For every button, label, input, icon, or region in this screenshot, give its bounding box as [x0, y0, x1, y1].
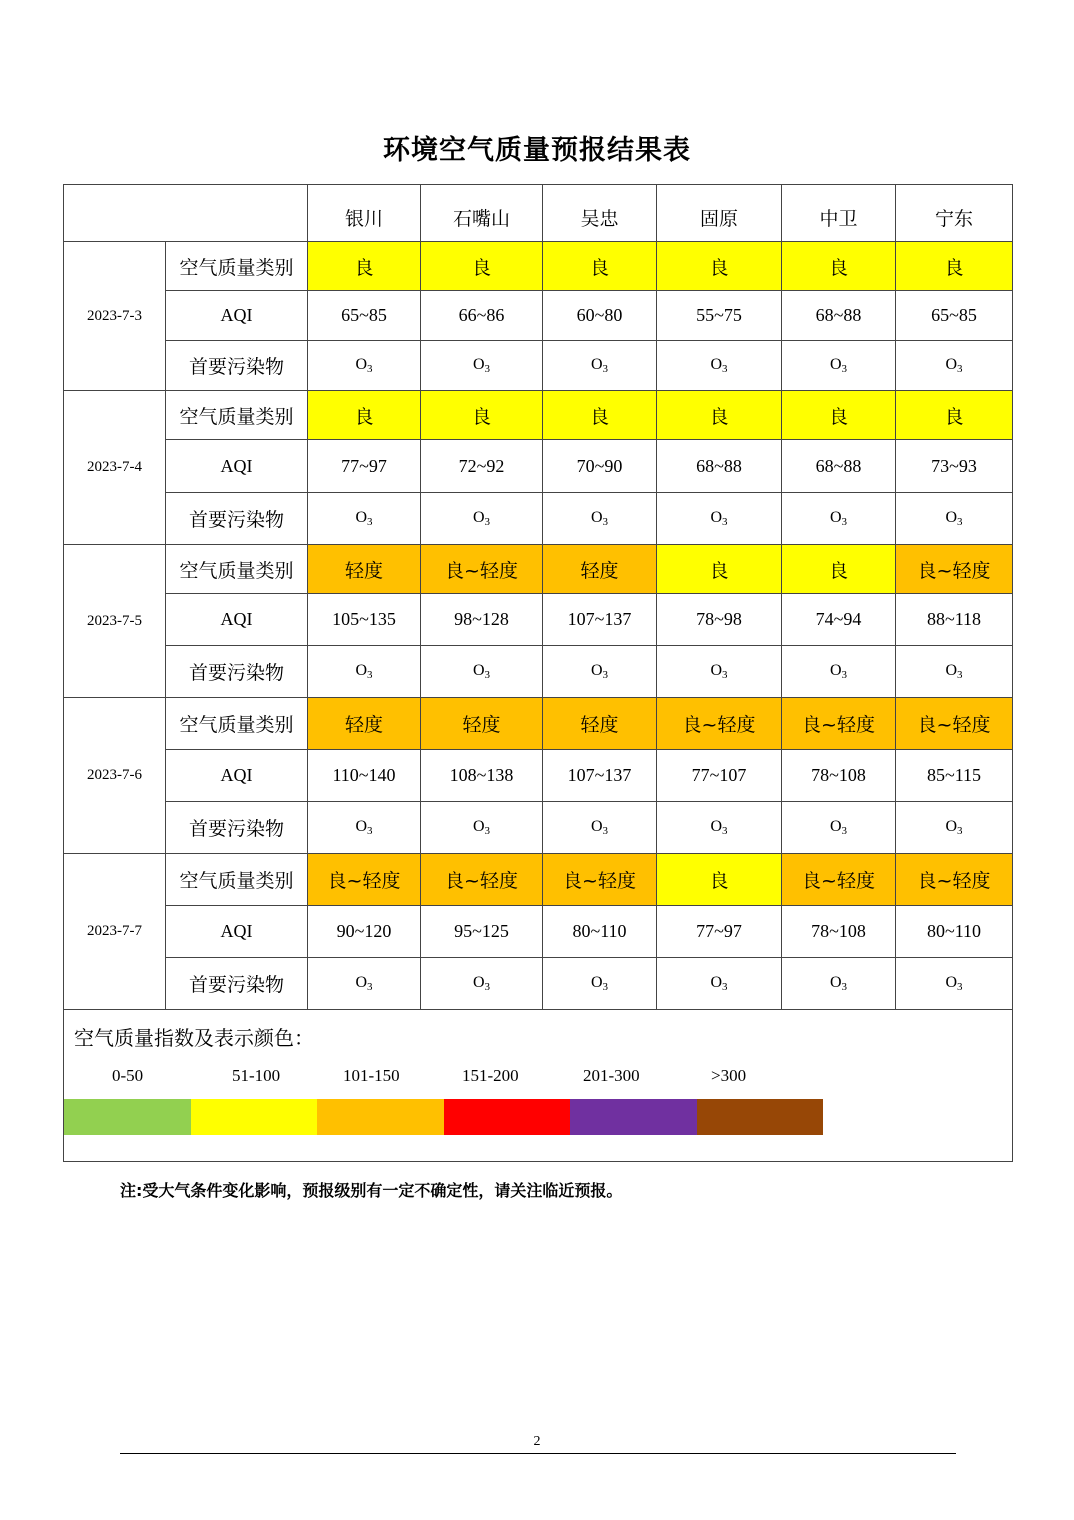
- aqi-cell: 68~88: [782, 291, 896, 341]
- aqi-cell: 107~137: [543, 750, 657, 802]
- pollutant-cell: [308, 958, 421, 1010]
- pollutant-cell: [782, 646, 896, 698]
- pollutant-cell: [543, 646, 657, 698]
- pollutant-symbol: O: [829, 818, 842, 835]
- pollutant-cell: [896, 958, 1013, 1010]
- city-header: 宁东: [896, 185, 1013, 242]
- pollutant-subscript: 3: [484, 516, 491, 528]
- row-label-aqi: AQI: [166, 594, 308, 646]
- category-cell: 良: [657, 391, 782, 440]
- legend-range-label: >300: [711, 1066, 747, 1085]
- pollutant-subscript: 3: [841, 825, 848, 837]
- pollutant-symbol: O: [945, 356, 958, 373]
- category-cell: 良~轻度: [421, 545, 543, 594]
- legend-color-swatch: [570, 1099, 697, 1135]
- pollutant-cell: [896, 341, 1013, 391]
- pollutant-symbol: O: [472, 509, 485, 526]
- row-label-category: 空气质量类别: [166, 391, 308, 440]
- category-cell: 良: [421, 391, 543, 440]
- pollutant-cell: [782, 341, 896, 391]
- pollutant-subscript: 3: [484, 825, 491, 837]
- legend-range-label: 0-50: [112, 1066, 144, 1085]
- aqi-cell: 65~85: [308, 291, 421, 341]
- pollutant-cell: [782, 493, 896, 545]
- aqi-cell: 70~90: [543, 440, 657, 493]
- pollutant-subscript: 3: [841, 669, 848, 681]
- pollutant-cell: [308, 341, 421, 391]
- pollutant-subscript: 3: [484, 981, 491, 993]
- pollutant-symbol: O: [945, 818, 958, 835]
- pollutant-cell: [657, 341, 782, 391]
- category-cell: 良~轻度: [308, 854, 421, 906]
- row-label-pollutant: 首要污染物: [166, 802, 308, 854]
- pollutant-subscript: 3: [957, 825, 963, 837]
- city-header: 银川: [308, 185, 421, 242]
- category-cell: 良: [308, 391, 421, 440]
- aqi-row: [64, 594, 1013, 646]
- pollutant-symbol: O: [829, 974, 842, 991]
- category-cell: 良: [657, 545, 782, 594]
- aqi-cell: 55~75: [657, 291, 782, 341]
- forecast-note: 注:受大气条件变化影响，预报级别有一定不确定性，请关注临近预报。: [120, 1181, 623, 1200]
- pollutant-cell: [308, 646, 421, 698]
- pollutant-subscript: 3: [957, 669, 963, 681]
- aqi-cell: 77~97: [657, 906, 782, 958]
- city-header: 固原: [657, 185, 782, 242]
- aqi-cell: 110~140: [308, 750, 421, 802]
- category-cell: 良~轻度: [782, 854, 896, 906]
- pollutant-cell: [308, 802, 421, 854]
- aqi-cell: 68~88: [657, 440, 782, 493]
- pollutant-symbol: O: [829, 662, 842, 679]
- table-body: [64, 185, 1013, 1162]
- pollutant-symbol: O: [590, 818, 603, 835]
- aqi-cell: 78~108: [782, 750, 896, 802]
- row-label-aqi: AQI: [166, 906, 308, 958]
- footer-rule: [120, 1453, 956, 1454]
- pollutant-cell: [896, 802, 1013, 854]
- aqi-cell: 73~93: [896, 440, 1013, 493]
- pollutant-subscript: 3: [722, 825, 728, 837]
- pollutant-row: [64, 493, 1013, 545]
- category-cell: 良: [308, 242, 421, 291]
- aqi-cell: 78~98: [657, 594, 782, 646]
- aqi-cell: 65~85: [896, 291, 1013, 341]
- pollutant-cell: [896, 646, 1013, 698]
- row-label-pollutant: 首要污染物: [166, 493, 308, 545]
- pollutant-row: [64, 646, 1013, 698]
- aqi-cell: 98~128: [421, 594, 543, 646]
- pollutant-subscript: 3: [484, 363, 491, 375]
- pollutant-subscript: 3: [722, 669, 728, 681]
- category-cell: 良: [543, 391, 657, 440]
- pollutant-symbol: O: [710, 974, 723, 991]
- category-cell: 良: [896, 242, 1013, 291]
- aqi-cell: 88~118: [896, 594, 1013, 646]
- category-row: [64, 391, 1013, 440]
- legend-title: 空气质量指数及表示颜色：: [74, 1026, 314, 1050]
- category-cell: 良: [421, 242, 543, 291]
- legend-range-label: 201-300: [583, 1066, 640, 1085]
- pollutant-cell: [543, 493, 657, 545]
- category-cell: 良~轻度: [543, 854, 657, 906]
- pollutant-symbol: O: [355, 662, 368, 679]
- category-cell: 良~轻度: [657, 698, 782, 750]
- category-cell: 轻度: [421, 698, 543, 750]
- category-cell: 良~轻度: [896, 854, 1013, 906]
- pollutant-subscript: 3: [367, 825, 373, 837]
- pollutant-cell: [543, 341, 657, 391]
- category-cell: 良: [782, 391, 896, 440]
- legend-color-swatch: [697, 1099, 824, 1135]
- pollutant-subscript: 3: [367, 516, 373, 528]
- aqi-cell: 80~110: [543, 906, 657, 958]
- pollutant-subscript: 3: [957, 363, 963, 375]
- pollutant-cell: [421, 958, 543, 1010]
- pollutant-symbol: O: [829, 356, 842, 373]
- pollutant-cell: [657, 958, 782, 1010]
- legend-range-label: 151-200: [462, 1066, 519, 1085]
- pollutant-cell: [421, 802, 543, 854]
- category-cell: 良~轻度: [421, 854, 543, 906]
- pollutant-symbol: O: [945, 974, 958, 991]
- date-cell: 2023-7-5: [64, 545, 166, 698]
- date-cell: 2023-7-3: [64, 242, 166, 391]
- pollutant-subscript: 3: [841, 516, 848, 528]
- pollutant-symbol: O: [710, 356, 723, 373]
- city-header: 石嘴山: [421, 185, 543, 242]
- pollutant-subscript: 3: [602, 825, 609, 837]
- pollutant-subscript: 3: [602, 363, 609, 375]
- category-cell: 轻度: [543, 698, 657, 750]
- row-label-aqi: AQI: [166, 291, 308, 341]
- legend-row: [64, 1010, 1013, 1162]
- row-label-aqi: AQI: [166, 440, 308, 493]
- aqi-cell: 78~108: [782, 906, 896, 958]
- category-cell: 良~轻度: [896, 698, 1013, 750]
- category-row: [64, 854, 1013, 906]
- category-row: [64, 242, 1013, 291]
- pollutant-subscript: 3: [722, 981, 728, 993]
- row-label-pollutant: 首要污染物: [166, 341, 308, 391]
- pollutant-subscript: 3: [367, 669, 373, 681]
- date-cell: 2023-7-4: [64, 391, 166, 545]
- pollutant-cell: [782, 802, 896, 854]
- pollutant-subscript: 3: [957, 981, 963, 993]
- pollutant-subscript: 3: [602, 516, 609, 528]
- pollutant-cell: [896, 493, 1013, 545]
- pollutant-subscript: 3: [602, 981, 609, 993]
- page-title: 环境空气质量预报结果表: [383, 135, 691, 166]
- legend-color-swatch: [191, 1099, 318, 1135]
- pollutant-symbol: O: [355, 509, 368, 526]
- pollutant-symbol: O: [710, 662, 723, 679]
- pollutant-row: [64, 802, 1013, 854]
- pollutant-row: [64, 958, 1013, 1010]
- pollutant-symbol: O: [945, 509, 958, 526]
- aqi-cell: 77~107: [657, 750, 782, 802]
- pollutant-symbol: O: [710, 509, 723, 526]
- pollutant-subscript: 3: [841, 363, 848, 375]
- pollutant-cell: [308, 493, 421, 545]
- legend-color-swatch: [64, 1099, 191, 1135]
- aqi-row: [64, 291, 1013, 341]
- pollutant-subscript: 3: [722, 516, 728, 528]
- pollutant-subscript: 3: [484, 669, 491, 681]
- pollutant-symbol: O: [590, 509, 603, 526]
- category-cell: 良~轻度: [782, 698, 896, 750]
- aqi-cell: 80~110: [896, 906, 1013, 958]
- aqi-cell: 68~88: [782, 440, 896, 493]
- city-header: 吴忠: [543, 185, 657, 242]
- category-cell: 轻度: [308, 545, 421, 594]
- pollutant-cell: [657, 802, 782, 854]
- category-row: [64, 545, 1013, 594]
- aqi-cell: 107~137: [543, 594, 657, 646]
- pollutant-cell: [421, 493, 543, 545]
- pollutant-symbol: O: [590, 662, 603, 679]
- legend-color-swatch: [317, 1099, 444, 1135]
- legend-cell: [64, 1010, 1013, 1162]
- pollutant-symbol: O: [472, 818, 485, 835]
- pollutant-row: [64, 341, 1013, 391]
- pollutant-subscript: 3: [722, 363, 728, 375]
- pollutant-symbol: O: [355, 356, 368, 373]
- category-cell: 良: [896, 391, 1013, 440]
- aqi-cell: 108~138: [421, 750, 543, 802]
- legend-range-label: 51-100: [232, 1066, 281, 1085]
- forecast-table: [63, 184, 1013, 1162]
- pollutant-cell: [543, 958, 657, 1010]
- category-cell: 良: [657, 854, 782, 906]
- pollutant-cell: [543, 802, 657, 854]
- aqi-cell: 72~92: [421, 440, 543, 493]
- category-cell: 良: [657, 242, 782, 291]
- pollutant-symbol: O: [590, 356, 603, 373]
- pollutant-cell: [782, 958, 896, 1010]
- aqi-cell: 77~97: [308, 440, 421, 493]
- row-label-aqi: AQI: [166, 750, 308, 802]
- pollutant-symbol: O: [472, 356, 485, 373]
- row-label-pollutant: 首要污染物: [166, 646, 308, 698]
- category-cell: 良: [782, 545, 896, 594]
- category-cell: 良: [782, 242, 896, 291]
- date-cell: 2023-7-7: [64, 854, 166, 1010]
- category-row: [64, 698, 1013, 750]
- pollutant-symbol: O: [945, 662, 958, 679]
- aqi-cell: 105~135: [308, 594, 421, 646]
- aqi-row: [64, 440, 1013, 493]
- aqi-cell: 60~80: [543, 291, 657, 341]
- pollutant-subscript: 3: [367, 981, 373, 993]
- pollutant-subscript: 3: [841, 981, 848, 993]
- pollutant-subscript: 3: [367, 363, 373, 375]
- aqi-row: [64, 906, 1013, 958]
- category-cell: 良~轻度: [896, 545, 1013, 594]
- header-row: [64, 185, 1013, 242]
- date-cell: 2023-7-6: [64, 698, 166, 854]
- legend-color-swatch: [444, 1099, 571, 1135]
- aqi-row: [64, 750, 1013, 802]
- pollutant-cell: [421, 341, 543, 391]
- corner-cell: [64, 185, 308, 242]
- page-number: 2: [533, 1434, 541, 1449]
- pollutant-symbol: O: [590, 974, 603, 991]
- pollutant-symbol: O: [829, 509, 842, 526]
- pollutant-cell: [657, 646, 782, 698]
- row-label-category: 空气质量类别: [166, 545, 308, 594]
- city-header: 中卫: [782, 185, 896, 242]
- category-cell: 良: [543, 242, 657, 291]
- row-label-category: 空气质量类别: [166, 854, 308, 906]
- row-label-pollutant: 首要污染物: [166, 958, 308, 1010]
- row-label-category: 空气质量类别: [166, 242, 308, 291]
- aqi-cell: 66~86: [421, 291, 543, 341]
- pollutant-symbol: O: [355, 818, 368, 835]
- pollutant-symbol: O: [710, 818, 723, 835]
- aqi-cell: 95~125: [421, 906, 543, 958]
- pollutant-subscript: 3: [957, 516, 963, 528]
- aqi-cell: 85~115: [896, 750, 1013, 802]
- pollutant-subscript: 3: [602, 669, 609, 681]
- pollutant-cell: [657, 493, 782, 545]
- legend-range-label: 101-150: [343, 1066, 400, 1085]
- pollutant-symbol: O: [472, 974, 485, 991]
- pollutant-symbol: O: [472, 662, 485, 679]
- pollutant-symbol: O: [355, 974, 368, 991]
- pollutant-cell: [421, 646, 543, 698]
- aqi-cell: 74~94: [782, 594, 896, 646]
- category-cell: 轻度: [308, 698, 421, 750]
- row-label-category: 空气质量类别: [166, 698, 308, 750]
- aqi-cell: 90~120: [308, 906, 421, 958]
- category-cell: 轻度: [543, 545, 657, 594]
